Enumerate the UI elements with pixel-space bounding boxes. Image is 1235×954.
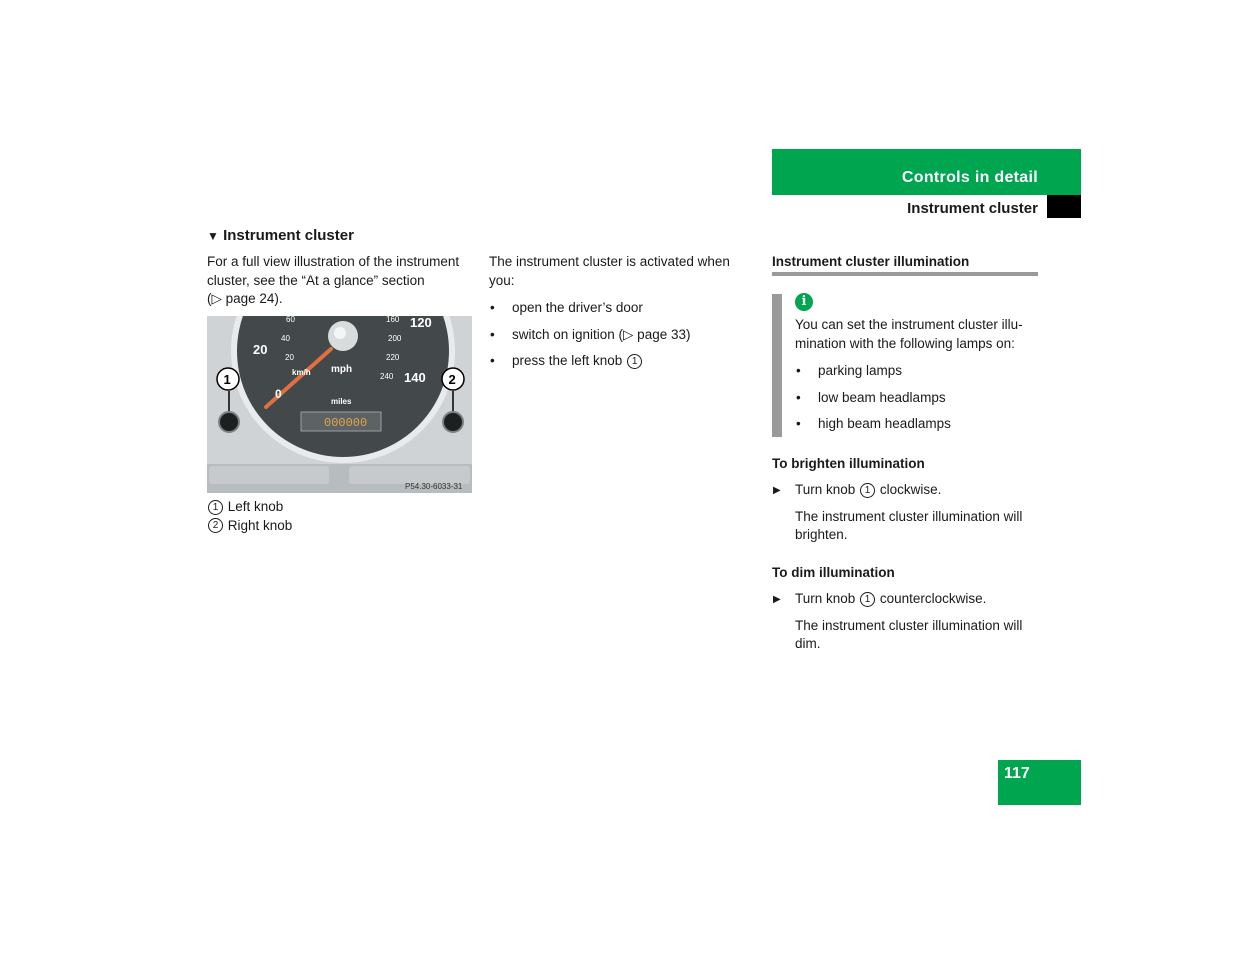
section-heading xyxy=(207,227,354,244)
step-result: The instrument cluster illumination will brighten. xyxy=(795,508,1023,542)
kmh-label: 160 xyxy=(386,316,400,324)
section-heading-text: Instrument cluster xyxy=(223,227,354,244)
activation-list xyxy=(489,299,751,371)
instrument-cluster-illustration xyxy=(207,316,472,493)
info-sidebar xyxy=(772,294,782,437)
unit-label: mph xyxy=(331,364,353,375)
page-number: 117 xyxy=(998,760,1081,805)
intro-text: For a full view illustration of the instrument cluster, see the “At a glance” section xyxy=(207,254,460,288)
list-item xyxy=(489,352,751,371)
brighten-heading: To brighten illumination xyxy=(772,456,925,471)
section-title: Controls in detail xyxy=(901,169,1038,186)
instrument-cluster-figure xyxy=(207,316,472,493)
list-item: • parking lamps xyxy=(795,362,1040,381)
step-result: The instrument cluster illumination will dim. xyxy=(795,617,1023,651)
info-icon: i xyxy=(795,293,813,311)
header-banner xyxy=(772,149,1081,195)
callout-1: 1 xyxy=(223,372,231,387)
odometer-display: 000000 xyxy=(324,416,368,430)
speed-label: 20 xyxy=(253,342,268,357)
legend-label: Left knob xyxy=(227,499,284,514)
kmh-label: 20 xyxy=(285,353,294,362)
legend-item xyxy=(207,498,292,517)
speed-label: 120 xyxy=(410,316,432,330)
figure-legend xyxy=(207,498,292,535)
illumination-heading: Instrument cluster illumination xyxy=(772,254,970,269)
step-instruction: Turn knob 1 clockwise. xyxy=(795,482,942,497)
lamp-list xyxy=(795,362,1040,434)
knob-ref: 1 xyxy=(627,354,642,369)
dim-heading: To dim illumination xyxy=(772,565,895,580)
info-box xyxy=(795,316,1040,442)
brighten-step xyxy=(795,481,1040,545)
list-item-text: press the left knob xyxy=(512,353,623,368)
knob-ref: 1 xyxy=(860,483,875,498)
subsection-title: Instrument cluster xyxy=(907,200,1038,217)
speed-label: 0 xyxy=(275,387,282,401)
intro-paragraph xyxy=(207,253,475,309)
callout-2: 2 xyxy=(448,372,456,387)
kmh-label: 200 xyxy=(388,334,402,343)
triangle-down-icon: ▼ xyxy=(207,229,219,243)
step-arrow-icon: ▶ xyxy=(773,594,781,605)
kmh-label: 60 xyxy=(286,316,295,324)
legend-label: Right knob xyxy=(227,517,293,533)
list-item: • high beam headlamps xyxy=(795,415,1040,434)
heading-rule xyxy=(772,272,1038,276)
list-item: • switch on ignition (▷ page 33) xyxy=(489,326,751,345)
header-tab xyxy=(1047,195,1081,218)
list-item: • low beam headlamps xyxy=(795,389,1040,408)
activation-paragraph xyxy=(489,253,751,379)
kmh-label: 40 xyxy=(281,334,290,343)
activation-intro: The instrument cluster is activated when you: xyxy=(489,254,730,288)
figure-code: P54.30-6033-31 xyxy=(405,482,463,491)
legend-number: 2 xyxy=(208,518,223,533)
info-text: You can set the instrument cluster illu-mination with the following lamps on: xyxy=(795,317,1023,351)
unit-label: km/h xyxy=(292,368,311,377)
legend-item xyxy=(207,517,292,536)
kmh-label: 240 xyxy=(380,372,394,381)
unit-label: miles xyxy=(331,397,352,406)
page-reference-link[interactable]: (▷ page 24). xyxy=(207,291,283,306)
knob-ref: 1 xyxy=(860,592,875,607)
step-arrow-icon: ▶ xyxy=(773,485,781,496)
legend-number: 1 xyxy=(208,500,223,515)
kmh-label: 220 xyxy=(386,353,400,362)
step-instruction: Turn knob 1 counterclockwise. xyxy=(795,591,987,606)
list-item: • open the driver’s door xyxy=(489,299,751,318)
dim-step xyxy=(795,590,1040,654)
speed-label: 140 xyxy=(404,370,426,385)
